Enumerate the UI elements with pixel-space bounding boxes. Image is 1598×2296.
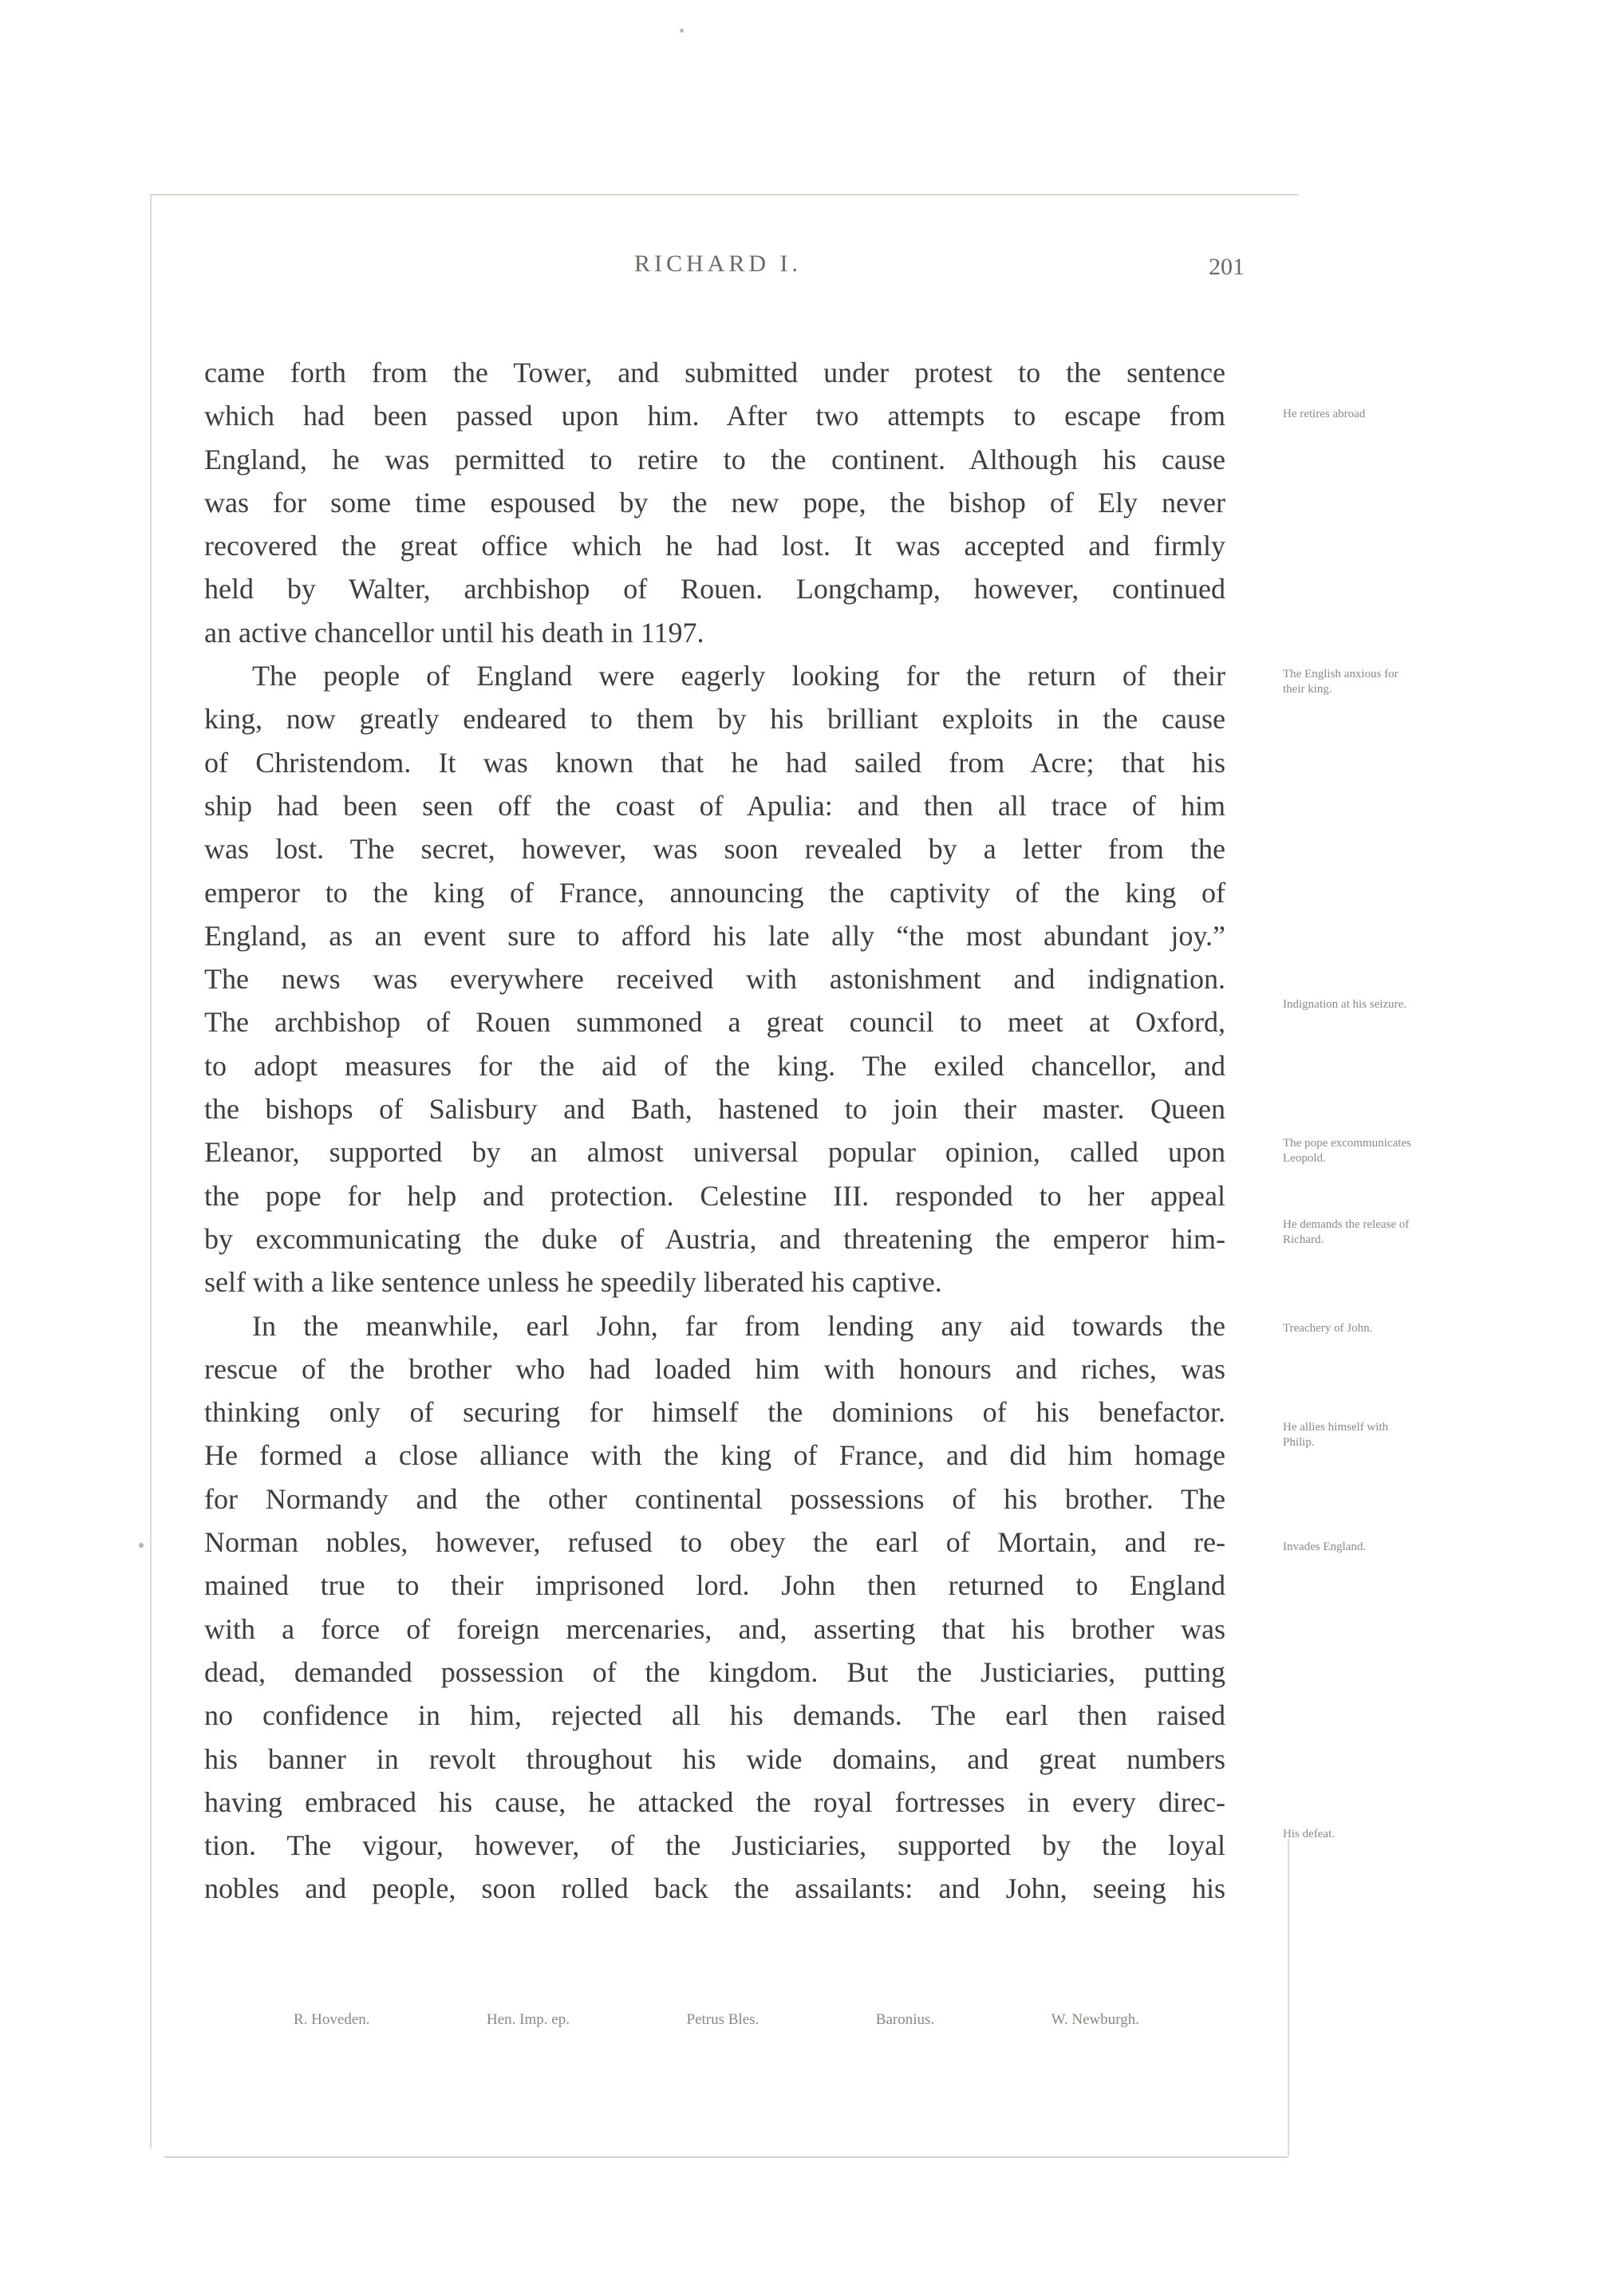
text-line: for Normandy and the other continental possessions of his brother. The	[204, 1482, 1225, 1515]
text-line: self with a like sentence unless he speedily liberated his captive.	[204, 1266, 942, 1299]
text-line: He formed a close alliance with the king of France, and did him homage	[204, 1439, 1225, 1472]
text-line: thinking only of securing for himself the dominions of his benefactor.	[204, 1396, 1225, 1429]
text-line: In the meanwhile, earl John, far from lending any aid towards the	[252, 1309, 1225, 1342]
text-line: of Christendom. It was known that he had sailed from Acre; that his	[204, 746, 1225, 779]
page-frame-bottom-rule	[164, 2156, 1288, 2158]
text-line: England, he was permitted to retire to the continent. Although his cause	[204, 443, 1225, 475]
margin-note: His defeat.	[1283, 1828, 1335, 1840]
text-line: ship had been seen off the coast of Apulia: and then all trace of him	[204, 789, 1225, 822]
text-line: Norman nobles, however, refused to obey the earl of Mortain, and re-	[204, 1526, 1225, 1559]
text-line: which had been passed upon him. After two attempts to escape from	[204, 400, 1225, 432]
body-text	[204, 351, 1225, 1911]
footer-references	[294, 2011, 1139, 2029]
text-line: recovered the great office which he had lost. It was accepted and firmly	[204, 530, 1225, 562]
page-frame-top-rule	[150, 194, 1299, 195]
text-line: came forth from the Tower, and submitted under protest to the sentence	[204, 357, 1225, 389]
text-line: was for some time espoused by the new pope, the bishop of Ely never	[204, 486, 1225, 519]
footer-reference: Baronius.	[875, 2011, 935, 2028]
page-frame-right-rule	[1288, 1839, 1289, 2156]
running-title: RICHARD I.	[633, 251, 802, 277]
margin-note: The pope excommunicates Leopold.	[1283, 1137, 1411, 1165]
text-line: held by Walter, archbishop of Rouen. Longchamp, however, continued	[204, 573, 1225, 606]
margin-note: Indignation at his seizure.	[1283, 998, 1407, 1011]
margin-note: Invades England.	[1283, 1541, 1367, 1553]
text-line: emperor to the king of France, announcing the captivity of the king of	[204, 876, 1225, 909]
footer-reference: W. Newburgh.	[1051, 2011, 1139, 2028]
ink-spot	[680, 29, 684, 33]
text-line: England, as an event sure to afford his late ally “the most abundant joy.”	[204, 919, 1225, 952]
text-line: mained true to their imprisoned lord. John then returned to England	[204, 1569, 1225, 1602]
margin-note: He demands the release of Richard.	[1283, 1218, 1410, 1246]
text-line: The people of England were eagerly looking for the return of their	[252, 660, 1225, 692]
text-line: dead, demanded possession of the kingdom. But the Justiciaries, putting	[204, 1655, 1225, 1688]
text-line: an active chancellor until his death in 1197.	[204, 616, 704, 649]
margin-note: The English anxious for their king.	[1283, 668, 1399, 696]
text-line: was lost. The secret, however, was soon revealed by a letter from the	[204, 833, 1225, 866]
text-line: the bishops of Salisbury and Bath, hastened to join their master. Queen	[204, 1093, 1225, 1126]
text-line: having embraced his cause, he attacked the royal fortresses in every direc-	[204, 1785, 1225, 1818]
text-line: nobles and people, soon rolled back the assailants: and John, seeing his	[204, 1872, 1225, 1905]
text-line: the pope for help and protection. Celestine III. responded to her appeal	[204, 1179, 1225, 1212]
text-line: to adopt measures for the aid of the king. The exiled chancellor, and	[204, 1049, 1225, 1082]
footer-reference: Hen. Imp. ep.	[487, 2011, 570, 2028]
footer-reference: Petrus Bles.	[686, 2011, 760, 2028]
margin-note: He retires abroad	[1283, 408, 1366, 420]
margin-note: He allies himself with Philip.	[1283, 1421, 1389, 1449]
text-line: The archbishop of Rouen summoned a great council to meet at Oxford,	[204, 1006, 1225, 1039]
text-line: tion. The vigour, however, of the Justiciaries, supported by the loyal	[204, 1829, 1225, 1862]
page-frame-left-rule	[150, 194, 152, 2148]
text-line: Eleanor, supported by an almost universal popular opinion, called upon	[204, 1136, 1225, 1169]
text-line: king, now greatly endeared to them by his brilliant exploits in the cause	[204, 703, 1225, 736]
text-line: his banner in revolt throughout his wide domains, and great numbers	[204, 1742, 1225, 1775]
text-line: no confidence in him, rejected all his demands. The earl then raised	[204, 1699, 1225, 1732]
margin-note: Treachery of John.	[1283, 1322, 1373, 1335]
page-number: 201	[1209, 254, 1245, 280]
ink-spot	[139, 1543, 144, 1548]
text-line: with a force of foreign mercenaries, and, asserting that his brother was	[204, 1612, 1225, 1645]
text-line: by excommunicating the duke of Austria, and threatening the emperor him-	[204, 1222, 1225, 1255]
footer-reference: R. Hoveden.	[294, 2011, 370, 2028]
text-line: rescue of the brother who had loaded him with honours and riches, was	[204, 1352, 1225, 1385]
text-line: The news was everywhere received with astonishment and indignation.	[204, 963, 1225, 996]
